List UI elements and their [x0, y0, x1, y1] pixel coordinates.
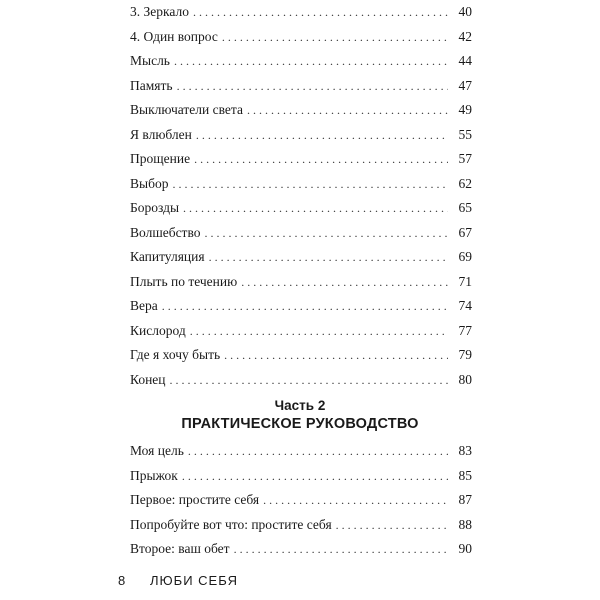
toc-entry-title: Кислород	[130, 322, 186, 338]
toc-leader-dots	[241, 270, 448, 295]
toc-leader-dots	[196, 123, 448, 148]
toc-entry-title: Где я хочу быть	[130, 347, 221, 362]
toc-leader-dots	[193, 0, 448, 25]
toc-leader-dots	[247, 98, 448, 123]
toc-entry	[130, 221, 472, 246]
toc-entry-page: 57	[458, 151, 472, 166]
toc-list-part1	[130, 0, 472, 392]
toc-entry	[130, 319, 472, 344]
toc-entry-page: 40	[458, 4, 472, 19]
part-label: Часть 2	[274, 398, 326, 413]
toc-entry-page: 90	[458, 541, 472, 556]
toc-entry	[130, 49, 472, 74]
toc-entry	[130, 343, 472, 368]
toc-entry-title: Моя цель	[130, 443, 184, 458]
toc-entry-page: 67	[458, 224, 472, 240]
toc-leader-dots	[234, 537, 448, 562]
toc-entry	[130, 25, 472, 50]
toc-entry-title: Память	[130, 77, 173, 93]
toc-leader-dots	[183, 196, 448, 221]
footer-book-title: ЛЮБИ СЕБЯ	[150, 573, 238, 588]
toc-entry-title: Борозды	[130, 200, 180, 215]
toc-list-part2	[130, 439, 472, 562]
toc-entry-page: 77	[458, 322, 472, 338]
toc-entry-title: 3. Зеркало	[130, 4, 189, 19]
toc-leader-dots	[162, 294, 448, 319]
toc-entry-page: 65	[458, 200, 472, 215]
toc-entry-title: Мысль	[130, 53, 170, 68]
toc-entry	[130, 172, 472, 197]
toc-entry-title: Выбор	[130, 175, 169, 191]
toc-entry-page: 47	[458, 77, 472, 93]
toc-entry-title: Плыть по течению	[130, 273, 238, 289]
toc-entry	[130, 464, 472, 489]
toc-leader-dots	[170, 368, 448, 393]
toc-entry	[130, 245, 472, 270]
toc-entry-page: 44	[458, 53, 472, 68]
toc-entry-page: 80	[458, 371, 472, 387]
toc-entry-page: 42	[458, 28, 472, 44]
toc-leader-dots	[188, 439, 448, 464]
toc-entry-title: Попробуйте вот что: простите себя	[130, 516, 332, 532]
toc-entry-page: 69	[458, 249, 472, 264]
toc-entry-title: Я влюблен	[130, 126, 192, 142]
toc-entry	[130, 513, 472, 538]
toc-entry-title: Выключатели света	[130, 102, 243, 117]
toc-leader-dots	[336, 513, 448, 538]
toc-entry-page: 79	[458, 347, 472, 362]
toc-entry-title: Прыжок	[130, 467, 178, 483]
toc-leader-dots	[177, 74, 448, 99]
toc-entry-title: Вера	[130, 298, 158, 313]
toc-entry-page: 88	[458, 516, 472, 532]
toc-leader-dots	[174, 49, 448, 74]
toc-leader-dots	[224, 343, 448, 368]
toc-entry	[130, 439, 472, 464]
toc-entry-page: 83	[458, 443, 472, 458]
toc-entry-page: 71	[458, 273, 472, 289]
toc-leader-dots	[190, 319, 448, 344]
toc-entry	[130, 537, 472, 562]
toc-entry-title: 4. Один вопрос	[130, 28, 218, 44]
toc-entry-page: 85	[458, 467, 472, 483]
toc-entry	[130, 98, 472, 123]
toc-leader-dots	[209, 245, 448, 270]
toc-leader-dots	[182, 464, 448, 489]
toc-entry	[130, 196, 472, 221]
toc-entry-page: 87	[458, 492, 472, 507]
toc-entry	[130, 147, 472, 172]
toc-entry-title: Прощение	[130, 151, 191, 166]
toc-entry	[130, 0, 472, 25]
part-title: ПРАКТИЧЕСКОЕ РУКОВОДСТВО	[181, 416, 419, 432]
toc-entry-page: 49	[458, 102, 472, 117]
toc-entry-page: 62	[458, 175, 472, 191]
toc-leader-dots	[194, 147, 448, 172]
toc-leader-dots	[222, 25, 448, 50]
toc-entry-title: Капитуляция	[130, 249, 205, 264]
footer-page-number: 8	[118, 573, 127, 588]
toc-entry-title: Волшебство	[130, 224, 201, 240]
toc-entry-page: 55	[458, 126, 472, 142]
toc-entry	[130, 294, 472, 319]
toc-entry	[130, 123, 472, 148]
toc-entry	[130, 270, 472, 295]
toc-entry-title: Конец	[130, 371, 166, 387]
toc-entry-title: Первое: простите себя	[130, 492, 260, 507]
toc-entry	[130, 74, 472, 99]
toc-entry	[130, 368, 472, 393]
toc-entry	[130, 488, 472, 513]
toc-leader-dots	[205, 221, 449, 246]
page-footer	[118, 573, 238, 588]
toc-leader-dots	[263, 488, 448, 513]
toc-entry-title: Второе: ваш обет	[130, 541, 230, 556]
toc-leader-dots	[172, 172, 448, 197]
toc-entry-page: 74	[458, 298, 472, 313]
